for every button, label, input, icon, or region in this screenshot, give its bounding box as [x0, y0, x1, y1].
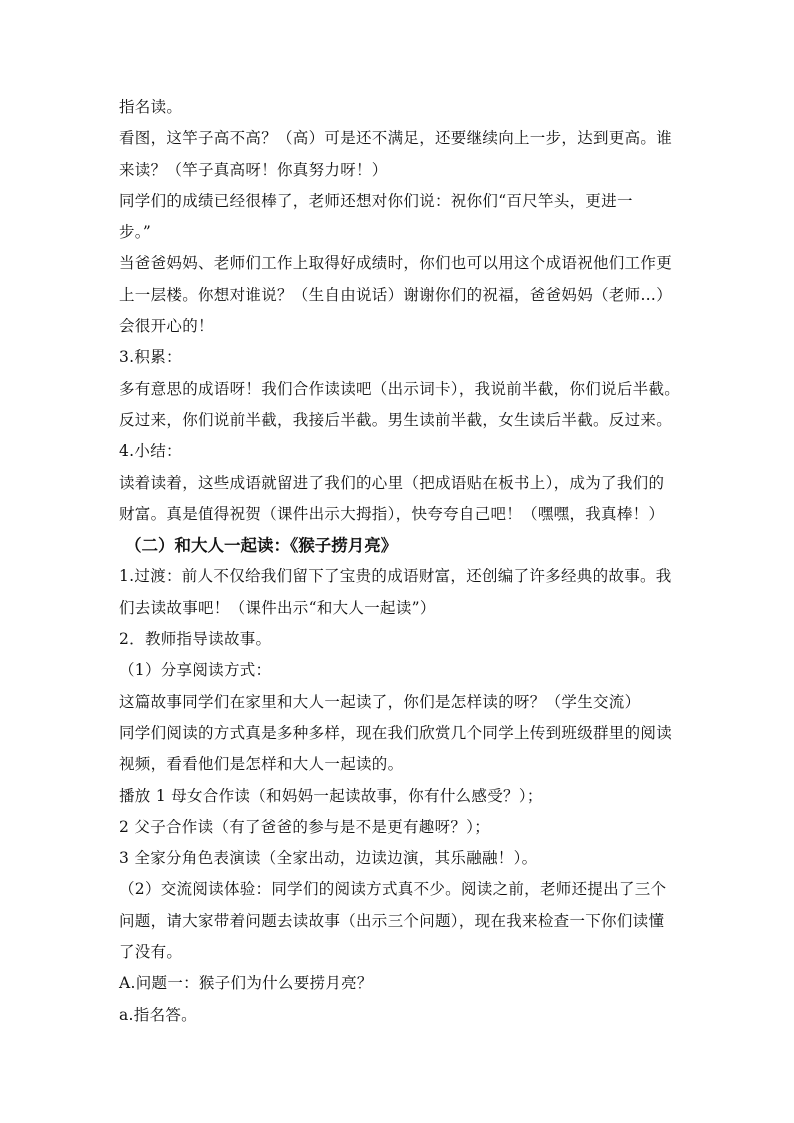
section-heading: （二）和大人一起读：《猴子捞月亮》 [125, 536, 398, 556]
text-line: （2）交流阅读体验：同学们的阅读方式真不少。阅读之前，老师还提出了三个 [119, 880, 667, 899]
text-line: 当爸爸妈妈、老师们工作上取得好成绩时，你们也可以用这个成语祝他们工作更 [119, 254, 673, 273]
text-line: 们去读故事吧！（课件出示“和大人一起读”） [119, 598, 436, 617]
text-line: a.指名答。 [119, 1005, 197, 1024]
text-line: 多有意思的成语呀！我们合作读读吧（出示词卡），我说前半截，你们说后半截。 [119, 379, 681, 398]
text-line: 财富。真是值得祝贺（课件出示大拇指），快夸夸自己吧！（嘿嘿，我真棒！） [119, 504, 665, 523]
text-line: 了没有。 [119, 943, 183, 962]
text-line: 播放 1 母女合作读（和妈妈一起读故事，你有什么感受？）； [119, 786, 543, 805]
text-line: 会很开心的！ [119, 317, 214, 336]
text-line: 2．教师指导读故事。 [119, 630, 272, 649]
text-line: （1）分享阅读方式： [119, 661, 272, 680]
text-line: 指名读。 [119, 98, 183, 116]
text-line: 2 父子合作读（有了爸爸的参与是不是更有趣呀？）； [119, 817, 491, 836]
text-line: 来读？（竿子真高呀！你真努力呀！） [119, 160, 388, 179]
text-line: 4.小结： [119, 442, 182, 461]
document-body [119, 92, 679, 1031]
text-line: 同学们的成绩已经很棒了，老师还想对你们说：祝你们“百尺竿头，更进一 [119, 191, 633, 210]
text-line: 同学们阅读的方式真是多种多样，现在我们欣赏几个同学上传到班级群里的阅读 [119, 723, 673, 742]
text-line: 3 全家分角色表演读（全家出动，边读边演，其乐融融！）。 [119, 849, 538, 868]
text-line: 看图，这竿子高不高？（高）可是还不满足，还要继续向上一步，达到更高。谁 [119, 129, 673, 148]
text-line: 这篇故事同学们在家里和大人一起读了，你们是怎样读的呀？（学生交流） [119, 692, 641, 711]
text-line: A.问题一：猴子们为什么要捞月亮？ [119, 974, 373, 993]
text-line: 视频，看看他们是怎样和大人一起读的。 [119, 755, 404, 774]
text-line: 问题，请大家带着问题去读故事（出示三个问题），现在我来检查一下你们读懂 [119, 911, 665, 930]
text-line: 1.过渡：前人不仅给我们留下了宝贵的成语财富，还创编了许多经典的故事。我 [119, 567, 672, 586]
text-line: 读着读着，这些成语就留进了我们的心里（把成语贴在板书上），成为了我们的 [119, 473, 665, 492]
text-line: 反过来，你们说前半截，我接后半截。男生读前半截，女生读后半截。反过来。 [119, 410, 673, 429]
text-line: 步。” [119, 223, 152, 242]
text-line: 上一层楼。你想对谁说？（生自由说话）谢谢你们的祝福，爸爸妈妈（老师…） [119, 285, 673, 304]
text-line: 3.积累： [119, 348, 182, 367]
